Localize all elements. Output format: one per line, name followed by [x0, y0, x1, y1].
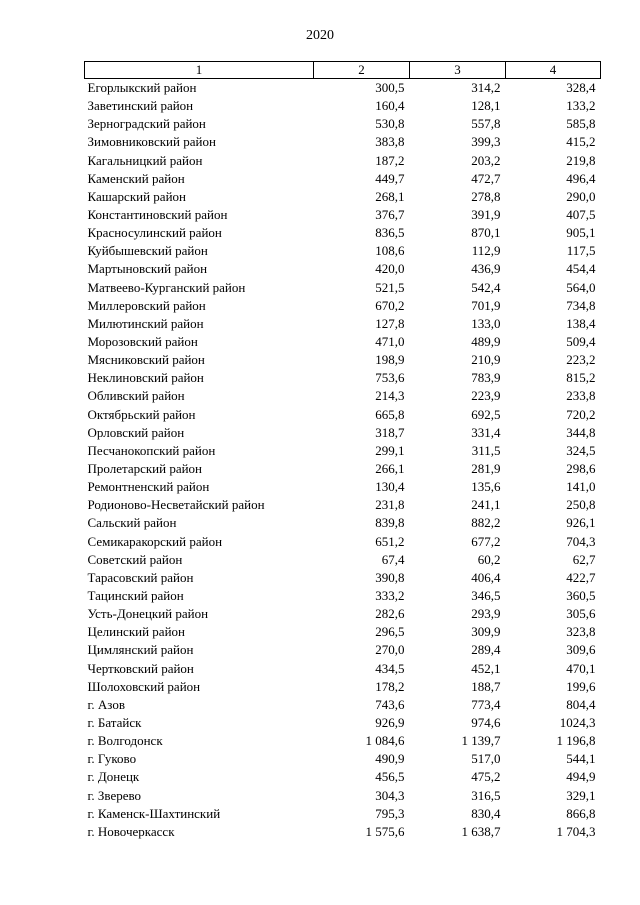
value-cell-col2: 178,2 [375, 678, 405, 694]
row-name-cell: Целинский район [87, 624, 185, 640]
row-name-cell: Ремонтненский район [87, 479, 210, 495]
value-cell-col2: 420,0 [375, 261, 405, 277]
value-cell-col2: 67,4 [381, 551, 405, 567]
value-cell-col4: 117,5 [566, 243, 596, 259]
value-cell-col3: 314,2 [471, 80, 501, 96]
value-cell-col4: 905,1 [566, 225, 596, 241]
value-cell-col3: 293,9 [471, 606, 501, 622]
row-name-cell: Константиновский район [87, 207, 228, 223]
table-row [85, 768, 601, 786]
value-cell-col2: 318,7 [375, 424, 405, 440]
value-cell-col2: 434,5 [375, 660, 405, 676]
value-cell-col2: 390,8 [375, 569, 405, 585]
value-cell-col4: 138,4 [566, 315, 596, 331]
value-cell-col3: 882,2 [471, 515, 501, 531]
value-cell-col3: 870,1 [471, 225, 501, 241]
row-name-cell: Мясниковский район [87, 352, 205, 368]
table-row [85, 442, 601, 460]
row-name-cell: Кагальницкий район [87, 152, 203, 168]
table-row [85, 260, 601, 278]
table-row [85, 79, 601, 98]
table-row [85, 805, 601, 823]
row-name-cell: Семикаракорский район [87, 533, 223, 549]
table-row [85, 660, 601, 678]
row-name-cell: г. Азов [87, 696, 125, 712]
value-cell-col3: 472,7 [471, 170, 501, 186]
value-cell-col2: 670,2 [375, 297, 405, 313]
value-cell-col4: 804,4 [566, 696, 596, 712]
row-name-cell: г. Новочеркасск [87, 823, 175, 839]
value-cell-col2: 1 575,6 [365, 823, 405, 839]
value-cell-col4: 133,2 [566, 98, 596, 114]
value-cell-col3: 677,2 [471, 533, 501, 549]
value-cell-col2: 160,4 [375, 98, 405, 114]
table-row [85, 133, 601, 151]
value-cell-col2: 268,1 [375, 188, 405, 204]
value-cell-col3: 278,8 [471, 188, 501, 204]
row-name-cell: г. Батайск [87, 714, 142, 730]
value-cell-col3: 701,9 [471, 297, 501, 313]
row-name-cell: Миллеровский район [87, 297, 206, 313]
value-cell-col4: 250,8 [566, 497, 596, 513]
table-row [85, 623, 601, 641]
value-cell-col4: 422,7 [566, 569, 596, 585]
value-cell-col2: 839,8 [375, 515, 405, 531]
row-name-cell: г. Волгодонск [87, 733, 163, 749]
value-cell-col3: 309,9 [471, 624, 501, 640]
value-cell-col2: 471,0 [375, 334, 405, 350]
table-row [85, 206, 601, 224]
value-cell-col4: 328,4 [566, 80, 596, 96]
row-name-cell: Милютинский район [87, 315, 204, 331]
row-name-cell: Кашарский район [87, 188, 186, 204]
value-cell-col3: 128,1 [471, 98, 501, 114]
table-row [85, 786, 601, 804]
value-cell-col3: 517,0 [471, 751, 501, 767]
table-row [85, 533, 601, 551]
table-row [85, 678, 601, 696]
header-row [85, 62, 601, 79]
table-row [85, 115, 601, 133]
value-cell-col3: 281,9 [471, 461, 501, 477]
value-cell-col2: 304,3 [375, 787, 405, 803]
page-title: 2020 [306, 28, 334, 43]
table-row [85, 188, 601, 206]
column-header-1: 1 [85, 62, 314, 79]
value-cell-col2: 753,6 [375, 370, 405, 386]
table-row [85, 714, 601, 732]
value-cell-col4: 585,8 [566, 116, 596, 132]
row-name-cell: Песчанокопский район [87, 442, 216, 458]
row-name-cell: г. Донецк [87, 769, 140, 785]
value-cell-col4: 141,0 [566, 479, 596, 495]
value-cell-col4: 866,8 [566, 805, 596, 821]
table-row [85, 496, 601, 514]
row-name-cell: Цимлянский район [87, 642, 194, 658]
value-cell-col2: 130,4 [375, 479, 405, 495]
table-row [85, 478, 601, 496]
value-cell-col2: 214,3 [375, 388, 405, 404]
value-cell-col3: 316,5 [471, 787, 501, 803]
row-name-cell: Октябрьский район [87, 406, 196, 422]
column-header-4: 4 [506, 62, 601, 79]
row-name-cell: Тарасовский район [87, 569, 194, 585]
row-name-cell: Каменский район [87, 170, 185, 186]
row-name-cell: Морозовский район [87, 334, 198, 350]
value-cell-col4: 309,6 [566, 642, 596, 658]
row-name-cell: г. Зверево [87, 787, 142, 803]
value-cell-col2: 266,1 [375, 461, 405, 477]
value-cell-col2: 521,5 [375, 279, 405, 295]
table-row [85, 315, 601, 333]
value-cell-col3: 346,5 [471, 588, 501, 603]
value-cell-col4: 494,9 [566, 769, 596, 785]
row-name-cell: Орловский район [87, 424, 185, 440]
table-row [85, 823, 601, 841]
value-cell-col3: 489,9 [471, 334, 501, 350]
value-cell-col3: 203,2 [471, 152, 501, 168]
value-cell-col3: 406,4 [471, 569, 501, 585]
value-cell-col4: 926,1 [566, 515, 596, 531]
value-cell-col2: 231,8 [375, 497, 405, 513]
table-row [85, 369, 601, 387]
column-header-3: 3 [410, 62, 506, 79]
value-cell-col3: 331,4 [471, 424, 501, 440]
value-cell-col3: 133,0 [471, 315, 501, 331]
row-name-cell: Зимовниковский район [87, 134, 216, 150]
value-cell-col2: 665,8 [375, 406, 405, 422]
table-row [85, 569, 601, 587]
value-cell-col3: 223,9 [471, 388, 501, 404]
row-name-cell: Матвеево-Курганский район [87, 279, 246, 295]
value-cell-col3: 241,1 [471, 497, 501, 513]
row-name-cell: Тацинский район [87, 588, 184, 603]
value-cell-col3: 188,7 [471, 678, 501, 694]
value-cell-col3: 475,2 [471, 769, 501, 785]
table-row [85, 279, 601, 297]
table-row [85, 460, 601, 478]
value-cell-col3: 436,9 [471, 261, 501, 277]
table-row [85, 297, 601, 315]
row-name-cell: Мартыновский район [87, 261, 208, 277]
value-cell-col2: 926,9 [375, 714, 405, 730]
value-cell-col4: 233,8 [566, 388, 596, 404]
value-cell-col2: 300,5 [375, 80, 405, 96]
row-name-cell: Родионово-Несветайский район [87, 497, 265, 513]
table-row [85, 170, 601, 188]
row-name-cell: Шолоховский район [87, 678, 201, 694]
value-cell-col4: 734,8 [566, 297, 596, 313]
table-row [85, 242, 601, 260]
value-cell-col2: 108,6 [375, 243, 405, 259]
value-cell-col2: 651,2 [375, 533, 405, 549]
value-cell-col4: 1 704,3 [556, 823, 596, 839]
table-row [85, 152, 601, 170]
row-name-cell: Неклиновский район [87, 370, 204, 386]
value-cell-col3: 135,6 [471, 479, 501, 495]
value-cell-col4: 720,2 [566, 406, 596, 422]
value-cell-col4: 219,8 [566, 152, 596, 168]
value-cell-col4: 544,1 [566, 751, 596, 767]
table-row [85, 605, 601, 623]
value-cell-col4: 305,6 [566, 606, 596, 622]
data-table [84, 61, 601, 841]
value-cell-col4: 298,6 [566, 461, 596, 477]
value-cell-col3: 391,9 [471, 207, 501, 223]
value-cell-col4: 704,3 [566, 533, 596, 549]
value-cell-col4: 199,6 [566, 678, 596, 694]
row-name-cell: Зерноградский район [87, 116, 206, 132]
value-cell-col2: 795,3 [375, 805, 405, 821]
value-cell-col2: 449,7 [375, 170, 405, 186]
value-cell-col3: 399,3 [471, 134, 501, 150]
table-row [85, 551, 601, 569]
column-header-2: 2 [314, 62, 410, 79]
value-cell-col2: 282,6 [375, 606, 405, 622]
value-cell-col3: 289,4 [471, 642, 501, 658]
value-cell-col2: 127,8 [375, 315, 405, 331]
value-cell-col4: 454,4 [566, 261, 596, 277]
table-row [85, 224, 601, 242]
table-row [85, 333, 601, 351]
table-row [85, 514, 601, 532]
row-name-cell: г. Каменск-Шахтинский [87, 805, 221, 821]
row-name-cell: Обливский район [87, 388, 185, 404]
row-name-cell: Куйбышевский район [87, 243, 208, 259]
row-name-cell: Сальский район [87, 515, 177, 531]
table-body [85, 79, 601, 841]
table-row [85, 424, 601, 442]
table-row [85, 696, 601, 714]
value-cell-col4: 415,2 [566, 134, 596, 150]
value-cell-col4: 223,2 [566, 352, 596, 368]
value-cell-col3: 311,5 [471, 442, 501, 458]
row-name-cell: Красносулинский район [87, 225, 222, 241]
value-cell-col3: 974,6 [471, 714, 501, 730]
value-cell-col3: 773,4 [471, 696, 501, 712]
value-cell-col2: 490,9 [375, 751, 405, 767]
value-cell-col2: 456,5 [375, 769, 405, 785]
table-row [85, 732, 601, 750]
value-cell-col3: 60,2 [477, 551, 501, 567]
table-row [85, 641, 601, 659]
value-cell-col4: 360,5 [566, 588, 596, 603]
value-cell-col4: 470,1 [566, 660, 596, 676]
value-cell-col3: 210,9 [471, 352, 501, 368]
value-cell-col2: 1 084,6 [365, 733, 405, 749]
table-header [85, 62, 601, 79]
value-cell-col3: 692,5 [471, 406, 501, 422]
value-cell-col4: 407,5 [566, 207, 596, 223]
value-cell-col4: 496,4 [566, 170, 596, 186]
row-name-cell: Чертковский район [87, 660, 194, 676]
value-cell-col2: 836,5 [375, 225, 405, 241]
value-cell-col4: 62,7 [572, 551, 596, 567]
table-row [85, 351, 601, 369]
row-name-cell: Усть-Донецкий район [87, 606, 209, 622]
row-name-cell: Егорлыкский район [87, 80, 197, 96]
value-cell-col2: 743,6 [375, 696, 405, 712]
table-row [85, 587, 601, 605]
value-cell-col4: 344,8 [566, 424, 596, 440]
value-cell-col2: 187,2 [375, 152, 405, 168]
value-cell-col4: 564,0 [566, 279, 596, 295]
value-cell-col4: 329,1 [566, 787, 596, 803]
value-cell-col2: 333,2 [375, 588, 405, 603]
value-cell-col2: 376,7 [375, 207, 405, 223]
table-row [85, 387, 601, 405]
value-cell-col4: 1024,3 [559, 714, 596, 730]
value-cell-col2: 530,8 [375, 116, 405, 132]
value-cell-col2: 296,5 [375, 624, 405, 640]
value-cell-col3: 830,4 [471, 805, 501, 821]
value-cell-col2: 270,0 [375, 642, 405, 658]
table-row [85, 97, 601, 115]
table-row [85, 406, 601, 424]
value-cell-col3: 1 139,7 [461, 733, 501, 749]
value-cell-col4: 509,4 [566, 334, 596, 350]
value-cell-col4: 290,0 [566, 188, 596, 204]
value-cell-col3: 1 638,7 [461, 823, 501, 839]
value-cell-col3: 452,1 [471, 660, 501, 676]
value-cell-col3: 557,8 [471, 116, 501, 132]
row-name-cell: Пролетарский район [87, 461, 203, 477]
value-cell-col2: 383,8 [375, 134, 405, 150]
value-cell-col2: 198,9 [375, 352, 405, 368]
value-cell-col3: 783,9 [471, 370, 501, 386]
value-cell-col3: 112,9 [471, 243, 501, 259]
value-cell-col4: 1 196,8 [556, 733, 596, 749]
value-cell-col4: 324,5 [566, 442, 596, 458]
row-name-cell: г. Гуково [87, 751, 137, 767]
row-name-cell: Советский район [87, 551, 183, 567]
table-row [85, 750, 601, 768]
value-cell-col2: 299,1 [375, 442, 405, 458]
value-cell-col4: 323,8 [566, 624, 596, 640]
value-cell-col3: 542,4 [471, 279, 501, 295]
value-cell-col4: 815,2 [566, 370, 596, 386]
row-name-cell: Заветинский район [87, 98, 194, 114]
